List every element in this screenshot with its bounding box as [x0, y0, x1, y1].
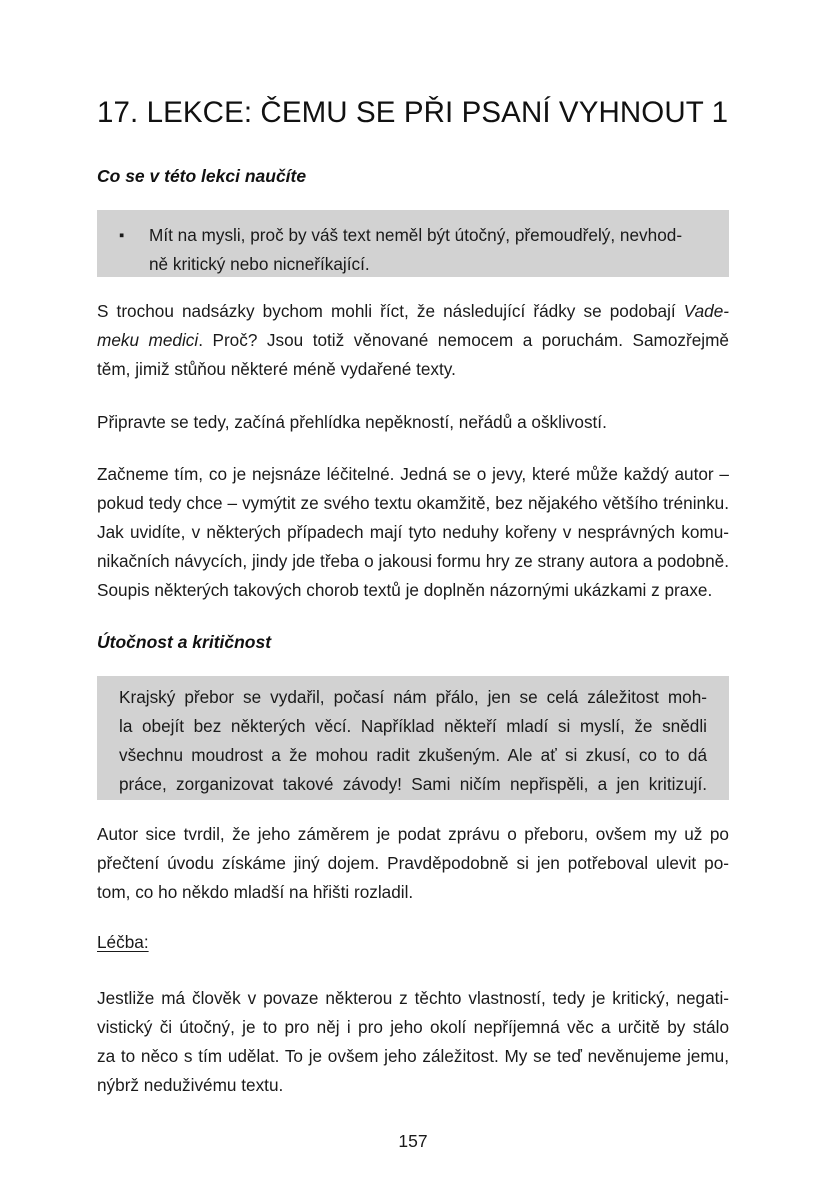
- paragraph-line: za to něco s tím udělat. To je ovšem jeho záležitost. My se teď nevěnujeme jemu,: [97, 1046, 729, 1066]
- paragraph-2: [97, 408, 729, 437]
- quote-line: všechnu moudrost a že mohou radit zkušeným. Ale ať si zkusí, co to dá: [119, 745, 707, 765]
- treatment-label: Léčba:: [97, 932, 149, 952]
- bullet-square-icon: ▪: [119, 227, 125, 244]
- paragraph-line: Jestliže má člověk v povaze některou z těchto vlastností, tedy je kritický, negati-: [97, 988, 729, 1008]
- bullet-line: Mít na mysli, proč by váš text neměl být útočný, přemoudřelý, nevhod-: [149, 225, 683, 245]
- intro-paragraph: [97, 297, 729, 384]
- bullet-item: [119, 221, 709, 279]
- paragraph-line: tom, co ho někdo mladší na hřišti rozladil.: [97, 882, 414, 902]
- quote-line: práce, zorganizovat takové závody! Sami ničím nepřispěli, a jen kritizují.: [119, 774, 707, 794]
- paragraph-line: těm, jimiž stůňou některé méně vydařené texty.: [97, 359, 456, 379]
- italic-title: Vade-: [683, 301, 729, 321]
- learn-heading: Co se v této lekci naučíte: [97, 166, 307, 186]
- paragraph-line: vistický či útočný, je to pro něj i pro jeho okolí nepříjemná věc a určitě by stálo: [97, 1017, 729, 1037]
- quote-line: la obejít bez některých věcí. Například někteří mladí si myslí, že snědli: [119, 716, 707, 736]
- paragraph-line: Jak uvidíte, v některých případech mají tyto neduhy kořeny v nesprávných komu-: [97, 522, 729, 542]
- learning-goals-box: [97, 210, 729, 277]
- paragraph-line: [97, 326, 729, 355]
- paragraph-3: [97, 460, 729, 605]
- paragraph-line: Soupis některých takových chorob textů je doplněn názornými ukázkami z praxe.: [97, 580, 713, 600]
- text-run: . Proč? Jsou totiž věnované nemocem a poruchám. Samozřejmě: [198, 330, 729, 350]
- paragraph-line: [97, 297, 729, 326]
- paragraph-5: [97, 984, 729, 1100]
- example-quote-box: [97, 676, 729, 800]
- paragraph-line: Začneme tím, co je nejsnáze léčitelné. Jedná se o jevy, které může každý autor –: [97, 464, 729, 484]
- italic-title: meku medici: [97, 330, 199, 350]
- text-run: S trochou nadsázky bychom mohli říct, že následující řádky se podobají: [97, 301, 684, 321]
- paragraph-line: pokud tedy chce – vymýtit ze svého textu okamžitě, bez nějakého většího tréninku.: [97, 493, 729, 513]
- bullet-text: [149, 221, 682, 279]
- page-number: 157: [398, 1131, 428, 1151]
- paragraph-line: nýbrž neduživému textu.: [97, 1075, 284, 1095]
- lesson-title: 17. LEKCE: ČEMU SE PŘI PSANÍ VYHNOUT 1: [97, 96, 729, 129]
- bullet-line: ně kritický nebo nicneříkající.: [149, 254, 370, 274]
- paragraph-line: nikačních návycích, jindy jde třeba o jakousi formu hry ze strany autora a podobně.: [97, 551, 729, 571]
- paragraph-line: přečtení úvodu získáme jiný dojem. Pravděpodobně si jen potřeboval ulevit po-: [97, 853, 729, 873]
- section-heading: Útočnost a kritičnost: [97, 632, 272, 652]
- paragraph-line: Autor sice tvrdil, že jeho záměrem je podat zprávu o přeboru, ovšem my už po: [97, 824, 729, 844]
- paragraph-line: Připravte se tedy, začíná přehlídka nepěkností, neřádů a ošklivostí.: [97, 412, 607, 432]
- quote-line: Krajský přebor se vydařil, počasí nám přálo, jen se celá záležitost moh-: [119, 687, 707, 707]
- paragraph-4: [97, 820, 729, 907]
